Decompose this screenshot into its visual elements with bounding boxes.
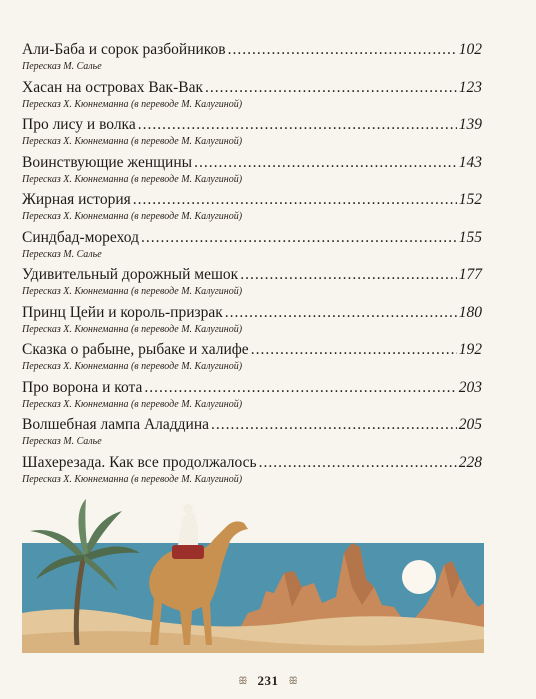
toc-entry[interactable] bbox=[22, 415, 482, 453]
toc-entry[interactable] bbox=[22, 453, 482, 491]
toc-line bbox=[22, 153, 482, 172]
toc-entry[interactable] bbox=[22, 190, 482, 228]
toc-credit: Пересказ Х. Кюннеманна (в переводе М. Калугиной) bbox=[22, 173, 243, 185]
toc-title[interactable]: Сказка о рабыне, рыбаке и халифе bbox=[22, 341, 249, 358]
table-of-contents bbox=[22, 40, 482, 490]
toc-credit: Пересказ Х. Кюннеманна (в переводе М. Калугиной) bbox=[22, 473, 243, 485]
toc-title[interactable]: Принц Цейи и король-призрак bbox=[22, 303, 223, 321]
toc-page-number[interactable]: 192 bbox=[458, 341, 482, 358]
dot-leader bbox=[240, 265, 457, 284]
toc-credit: Пересказ Х. Кюннеманна (в переводе М. Калугиной) bbox=[22, 211, 243, 222]
desert-illustration bbox=[22, 495, 484, 653]
toc-title[interactable]: Воинствующие женщины bbox=[22, 153, 193, 171]
dot-leader bbox=[259, 453, 457, 472]
toc-page-number[interactable]: 155 bbox=[458, 228, 482, 246]
toc-credit: Пересказ Х. Кюннеманна (в переводе М. Калугиной) bbox=[22, 136, 243, 147]
toc-line bbox=[22, 115, 482, 134]
ornament-icon: ꕥ bbox=[288, 676, 298, 687]
dot-leader bbox=[228, 40, 457, 59]
toc-line bbox=[22, 415, 482, 434]
toc-entry[interactable] bbox=[22, 153, 482, 191]
toc-credit: Пересказ Х. Кюннеманна (в переводе М. Калугиной) bbox=[22, 398, 243, 410]
dot-leader bbox=[141, 228, 457, 247]
toc-page-number[interactable]: 203 bbox=[458, 378, 482, 396]
toc-line bbox=[22, 340, 482, 359]
toc-entry[interactable] bbox=[22, 303, 482, 341]
toc-credit: Пересказ Х. Кюннеманна (в переводе М. Калугиной) bbox=[22, 98, 243, 110]
dot-leader bbox=[144, 378, 456, 397]
toc-entry[interactable] bbox=[22, 228, 482, 266]
toc-entry[interactable] bbox=[22, 265, 482, 303]
toc-line bbox=[22, 378, 482, 397]
dot-leader bbox=[205, 78, 457, 97]
page-footer bbox=[0, 672, 536, 690]
dot-leader bbox=[133, 190, 457, 209]
dot-leader bbox=[138, 115, 457, 134]
toc-title[interactable]: Хасан на островах Вак-Вак bbox=[22, 78, 203, 96]
dot-leader bbox=[194, 153, 457, 172]
toc-title[interactable]: Шахерезада. Как все продолжалось bbox=[22, 453, 257, 471]
toc-title[interactable]: Про лису и волка bbox=[22, 116, 136, 133]
toc-title[interactable]: Про ворона и кота bbox=[22, 378, 143, 396]
toc-credit: Пересказ Х. Кюннеманна (в переводе М. Калугиной) bbox=[22, 361, 243, 372]
toc-title[interactable]: Жирная история bbox=[22, 191, 131, 208]
toc-credit: Пересказ М. Салье bbox=[22, 61, 102, 72]
toc-page-number[interactable]: 205 bbox=[458, 416, 482, 433]
toc-entry[interactable] bbox=[22, 78, 482, 116]
toc-line bbox=[22, 453, 482, 472]
dot-leader bbox=[211, 415, 457, 434]
dot-leader bbox=[225, 303, 457, 322]
toc-page-number[interactable]: 180 bbox=[458, 303, 482, 321]
toc-page-number[interactable]: 228 bbox=[458, 453, 482, 471]
page-number: 231 bbox=[257, 673, 279, 688]
toc-line bbox=[22, 303, 482, 322]
toc-credit: Пересказ М. Салье bbox=[22, 436, 102, 447]
toc-page-number[interactable]: 177 bbox=[458, 266, 482, 283]
toc-entry[interactable] bbox=[22, 378, 482, 416]
toc-line bbox=[22, 190, 482, 209]
toc-line bbox=[22, 265, 482, 284]
toc-title[interactable]: Удивительный дорожный мешок bbox=[22, 266, 239, 283]
toc-entry[interactable] bbox=[22, 115, 482, 153]
dot-leader bbox=[251, 340, 457, 359]
toc-page-number[interactable]: 152 bbox=[458, 191, 482, 208]
toc-credit: Пересказ М. Салье bbox=[22, 248, 102, 260]
toc-page-number[interactable]: 123 bbox=[458, 78, 482, 96]
moon bbox=[402, 560, 436, 594]
toc-credit: Пересказ Х. Кюннеманна (в переводе М. Калугиной) bbox=[22, 323, 243, 335]
toc-page-number[interactable]: 139 bbox=[458, 116, 482, 133]
toc-line bbox=[22, 228, 482, 247]
ornament-icon: ꕥ bbox=[238, 676, 248, 687]
toc-entry[interactable] bbox=[22, 40, 482, 78]
toc-credit: Пересказ Х. Кюннеманна (в переводе М. Калугиной) bbox=[22, 286, 243, 297]
toc-page-number[interactable]: 143 bbox=[458, 153, 482, 171]
toc-line bbox=[22, 78, 482, 97]
toc-entry[interactable] bbox=[22, 340, 482, 378]
toc-title[interactable]: Синдбад-мореход bbox=[22, 228, 139, 246]
toc-title[interactable]: Волшебная лампа Аладдина bbox=[22, 416, 210, 433]
toc-page-number[interactable]: 102 bbox=[458, 41, 482, 58]
toc-line bbox=[22, 40, 482, 59]
toc-title[interactable]: Али-Баба и сорок разбойников bbox=[22, 41, 226, 58]
